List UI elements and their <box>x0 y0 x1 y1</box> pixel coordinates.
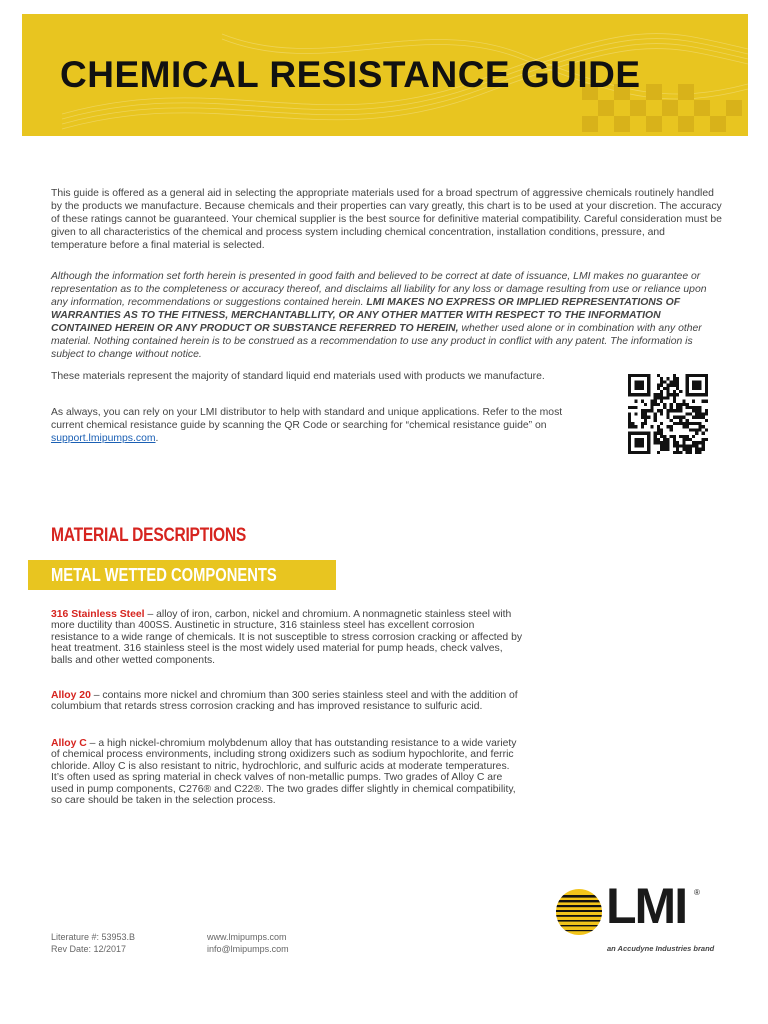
lmi-globe-icon <box>555 888 603 936</box>
logo-tagline: an Accudyne Industries brand <box>607 944 715 953</box>
distributor-text-end: . <box>155 433 159 444</box>
intro-paragraph: This guide is offered as a general aid in selecting the appropriate materials used for a broad spectrum of aggressive chemicals routinely handled by the products we manufacture. Because chemicals and their properties can vary greatly, this chart is to be used at your discretion. The accuracy of these ratings cannot be guaranteed. Your chemical supplier is the best source for definitive material compatibility. Careful consideration must be given to all characteristics of the chemical and process system including chemical concentration, installation conditions, pressure, and temperature before a final material is selected. <box>51 188 722 251</box>
disclaimer-text-c: whether used alone or in combination with any other material. Nothing contained herein is to be construed as a recommendation to use any product in conflict with any patent. The information is subject to change without notice. <box>51 323 702 360</box>
support-link[interactable]: support.lmipumps.com <box>51 433 156 444</box>
qr-code-icon[interactable] <box>628 374 708 454</box>
subsection-title: METAL WETTED COMPONENTS <box>51 565 277 585</box>
footer-literature <box>51 931 135 955</box>
page-title: CHEMICAL RESISTANCE GUIDE <box>60 54 641 95</box>
material-desc: – a high nickel-chromium molybdenum alloy that has outstanding resistance to a wide variety of chemical process environments, including strong oxidizers such as sodium hypochlorite, and ferric chloride. Alloy C is also resistant to nitric, hydrochloric, and sulfuric acids at moderate temperatures. It’s often used as spring material in check valves of non-metallic pumps. Two grades of Alloy C are used in pump components, C276® and C22®. The two grades differ slightly in chemical compatibility, so care should be taken in the selection process. <box>51 738 517 807</box>
registered-mark: ® <box>694 888 700 897</box>
header-banner <box>22 14 748 136</box>
material-desc: – alloy of iron, carbon, nickel and chromium. A nonmagnetic stainless steel with more ductility than 400SS. Austinetic in structure, 316 stainless steel has excellent corrosion resistance to a wide range of chemicals. It is not susceptible to stress corrosion cracking or affected by heat treatment. 316 stainless steel is the most widely used material for pump heads, check valves, balls and other wetted components. <box>51 609 523 666</box>
lmi-logo <box>555 878 720 956</box>
email-link[interactable]: info@lmipumps.com <box>207 944 289 954</box>
disclaimer-text-bold: LMI MAKES NO EXPRESS OR IMPLIED REPRESENTATIONS OF WARRANTIES AS TO THE FITNESS, MERCHANTABLLITY, OR ANY OTHER MATTER WITH RESPECT TO THE INFORMATION CONTAINED HEREIN OR ANY PRODUCT OR SUBSTANCE REFERRED TO HEREIN, <box>51 297 681 334</box>
material-term: 316 Stainless Steel <box>51 609 145 620</box>
logo-wordmark: LMI <box>606 878 687 934</box>
material-term: Alloy C <box>51 738 87 749</box>
rev-date: Rev Date: 12/2017 <box>51 944 127 954</box>
materials-note: These materials represent the majority of standard liquid end materials used with products we manufacture. <box>51 371 545 382</box>
disclaimer-paragraph <box>51 270 723 361</box>
material-item <box>51 738 523 806</box>
distributor-paragraph <box>51 406 571 445</box>
literature-number: Literature #: 53953.B <box>51 932 136 942</box>
disclaimer-text-a: Although the information set forth herein is presented in good faith and believed to be correct at date of issuance, LMI makes no guarantee or representation as to the completeness or accuracy thereof, and disclaims all liability for any loss or damage resulting from use or reliance upon any information, recommendations or suggestions contained herein. <box>51 271 707 308</box>
section-title: MATERIAL DESCRIPTIONS <box>51 525 247 546</box>
material-item <box>51 609 523 666</box>
website-link[interactable]: www.lmipumps.com <box>207 932 287 942</box>
footer-contact <box>207 931 289 955</box>
subsection-bar <box>28 560 336 590</box>
material-term: Alloy 20 <box>51 690 91 701</box>
material-desc: – contains more nickel and chromium than 300 series stainless steel and with the addition of columbium that retards stress corrosion cracking and has improved resistance to sulfuric acid. <box>51 690 518 713</box>
distributor-text: As always, you can rely on your LMI distributor to help with standard and unique applications. Refer to the most current chemical resistance guide by scanning the QR Code or searching for “chemical resistance guide” on <box>51 407 563 431</box>
material-item <box>51 690 523 713</box>
